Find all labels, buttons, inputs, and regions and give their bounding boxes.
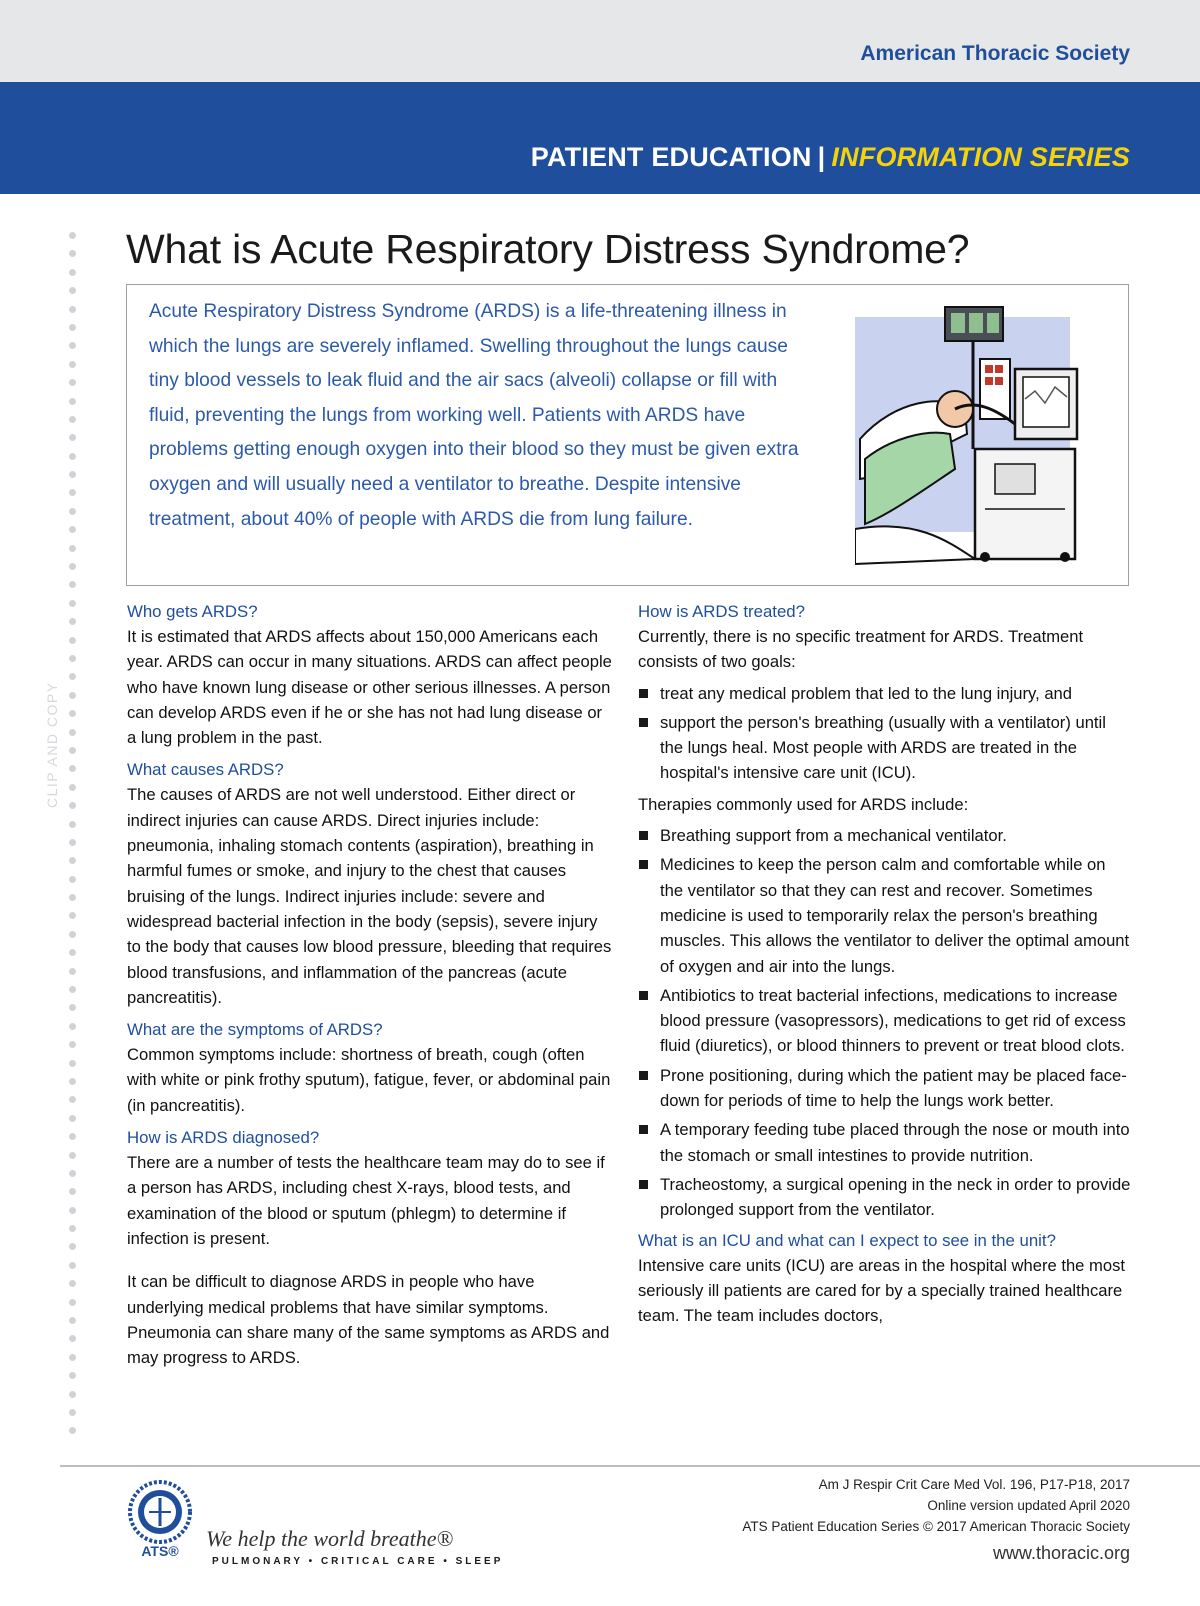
heading-treated: How is ARDS treated? <box>638 602 805 621</box>
right-column <box>638 600 1132 1328</box>
clip-dot <box>69 1335 76 1342</box>
clip-dot <box>69 1078 76 1085</box>
clip-dot <box>69 1152 76 1159</box>
therapies-list <box>638 823 1132 1222</box>
intro-text: Acute Respiratory Distress Syndrome (ARDS) is a life-threatening illness in which the lungs are severely inflamed. Swelling throughout the lungs cause tiny blood vessels to leak fluid and the air sacs (alveoli) collapse or fill with fluid, preventing the lungs from working well. Patients with ARDS have problems getting enough oxygen into their blood so they must be given extra oxygen and will usually need a ventilator to breathe. Despite intensive treatment, about 40% of people with ARDS die from lung failure. <box>149 301 799 530</box>
para-icu: Intensive care units (ICU) are areas in the hospital where the most seriously ill patients are cared for by a specially trained healthcare team. The team includes doctors, <box>638 1255 1125 1326</box>
clip-dot <box>69 894 76 901</box>
clip-dot <box>69 986 76 993</box>
clip-dot <box>69 968 76 975</box>
para-diagnosed-2: It can be difficult to diagnose ARDS in people who have underlying medical problems that have similar symptoms. Pneumonia can share many of the same symptoms as ARDS and may progress to ARDS. <box>127 1272 610 1368</box>
clip-dot <box>69 1409 76 1416</box>
list-item: treat any medical problem that led to the lung injury, and <box>638 681 1132 706</box>
heading-who: Who gets ARDS? <box>127 602 258 621</box>
clip-dot <box>69 839 76 846</box>
clip-dot <box>69 1354 76 1361</box>
series-main: PATIENT EDUCATION <box>530 142 812 172</box>
clip-and-copy-label: CLIP AND COPY <box>44 681 60 808</box>
clip-dot <box>69 489 76 496</box>
clip-dot <box>69 1041 76 1048</box>
clip-dot <box>69 821 76 828</box>
footer-divider <box>60 1465 1200 1467</box>
list-item: A temporary feeding tube placed through the nose or mouth into the stomach or small intestines to provide nutrition. <box>638 1117 1132 1168</box>
heading-diagnosed: How is ARDS diagnosed? <box>127 1128 320 1148</box>
clip-dot <box>69 857 76 864</box>
clip-dot <box>69 232 76 239</box>
clip-dot <box>69 637 76 644</box>
heading-symptoms: What are the symptoms of ARDS? <box>127 1020 383 1040</box>
clip-dot <box>69 876 76 883</box>
clip-dot <box>69 1023 76 1030</box>
clip-dot <box>69 1115 76 1122</box>
clip-dot <box>69 342 76 349</box>
list-item: Prone positioning, during which the patient may be placed face-down for periods of time to help the lungs work better. <box>638 1063 1132 1114</box>
top-gray-band <box>0 0 1200 82</box>
clip-dot <box>69 379 76 386</box>
citation-updated: Online version updated April 2020 <box>927 1498 1130 1513</box>
list-item: support the person's breathing (usually with a ventilator) until the lungs heal. Most people with ARDS are treated in the hospital's intensive care unit (ICU). <box>638 710 1132 786</box>
citation-block <box>742 1474 1130 1537</box>
goals-list <box>638 681 1132 786</box>
tagline: We help the world breathe® <box>206 1526 454 1551</box>
heading-causes: What causes ARDS? <box>127 760 284 780</box>
clip-dot <box>69 581 76 588</box>
clip-dot <box>69 453 76 460</box>
clip-dot <box>69 1060 76 1067</box>
org-name: American Thoracic Society <box>860 42 1130 65</box>
subtagline: PULMONARY • CRITICAL CARE • SLEEP <box>212 1556 504 1567</box>
series-italic: INFORMATION SERIES <box>831 142 1130 172</box>
clip-dot <box>69 526 76 533</box>
series-separator: | <box>817 142 826 172</box>
icu-patient-illustration <box>855 299 1115 569</box>
website-link[interactable]: www.thoracic.org <box>992 1543 1130 1563</box>
clip-dot <box>69 673 76 680</box>
para-therapies: Therapies commonly used for ARDS include: <box>638 794 969 814</box>
clip-dot <box>69 600 76 607</box>
para-who: It is estimated that ARDS affects about 150,000 Americans each year. ARDS can occur in many situations. ARDS can affect people who have known lung disease or other serious illnesses. A person can develop ARDS even if he or she has not had lung disease or a lung problem in the past. <box>127 627 612 748</box>
clip-dot <box>69 912 76 919</box>
citation-copyright: ATS Patient Education Series © 2017 American Thoracic Society <box>742 1519 1130 1534</box>
ats-logo <box>125 1480 195 1560</box>
para-causes: The causes of ARDS are not well understood. Either direct or indirect injuries can cause ARDS. Direct injuries include: pneumonia, inhaling stomach contents (aspiration), breathing in harmful fumes or smoke, and injury to the chest that causes bruising of the lungs. Indirect injuries include: severe and widespread bacterial infection in the body (sepsis), severe injury to the body that causes low blood pressure, bleeding that requires blood transfusions, and inflammation of the pancreas (acute pancreatitis). <box>127 785 612 1007</box>
clip-dot <box>69 398 76 405</box>
clip-dot <box>69 1427 76 1434</box>
clip-dot <box>69 1096 76 1103</box>
clip-dot <box>69 931 76 938</box>
clip-dot <box>69 563 76 570</box>
clip-dot <box>69 508 76 515</box>
clip-dot <box>69 1262 76 1269</box>
clip-dot <box>69 306 76 313</box>
clip-dot <box>69 324 76 331</box>
clip-dot <box>69 361 76 368</box>
clip-dot <box>69 618 76 625</box>
clip-dot <box>69 416 76 423</box>
clip-dot <box>69 710 76 717</box>
list-item: Tracheostomy, a surgical opening in the neck in order to provide prolonged support from the ventilator. <box>638 1172 1132 1223</box>
clip-dot <box>69 949 76 956</box>
series-title <box>531 142 1130 173</box>
clip-dot <box>69 287 76 294</box>
clip-dot <box>69 545 76 552</box>
para-diagnosed-1: There are a number of tests the healthcare team may do to see if a person has ARDS, including chest X-rays, blood tests, and examination of the blood or sputum (phlegm) to determine if infection is present. <box>127 1153 605 1248</box>
clip-dot <box>69 747 76 754</box>
list-item: Medicines to keep the person calm and comfortable while on the ventilator so that they can rest and recover. Sometimes medicine is used to temporarily relax the person's breathing muscles. This allows the ventilator to deliver the optimal amount of oxygen and air into the lungs. <box>638 852 1132 978</box>
clip-dot <box>69 269 76 276</box>
clip-dot <box>69 250 76 257</box>
clip-dot <box>69 1391 76 1398</box>
page-title: What is Acute Respiratory Distress Syndrome? <box>126 226 970 272</box>
clip-dot <box>69 784 76 791</box>
clip-dot <box>69 655 76 662</box>
para-treated: Currently, there is no specific treatment for ARDS. Treatment consists of two goals: <box>638 627 1084 672</box>
clip-dot <box>69 765 76 772</box>
logo-text: ATS® <box>141 1543 179 1559</box>
clip-dot <box>69 1004 76 1011</box>
clip-dot <box>69 1280 76 1287</box>
clip-dot <box>69 1188 76 1195</box>
clip-dot <box>69 802 76 809</box>
clip-dot <box>69 1207 76 1214</box>
clip-dot <box>69 434 76 441</box>
left-column <box>127 600 613 1378</box>
list-item: Antibiotics to treat bacterial infections, medications to increase blood pressure (vasopressors), medications to get rid of excess fluid (diuretics), or blood thinners to prevent or treat blood clots. <box>638 983 1132 1059</box>
clip-dot <box>69 692 76 699</box>
heading-icu: What is an ICU and what can I expect to see in the unit? <box>638 1230 1056 1250</box>
clip-dot <box>69 1317 76 1324</box>
clip-dot <box>69 1133 76 1140</box>
clip-dotted-line <box>68 232 78 1452</box>
citation-journal: Am J Respir Crit Care Med Vol. 196, P17-P18, 2017 <box>818 1477 1130 1492</box>
clip-dot <box>69 1372 76 1379</box>
series-banner <box>0 82 1200 194</box>
clip-dot <box>69 471 76 478</box>
clip-dot <box>69 1170 76 1177</box>
list-item: Breathing support from a mechanical ventilator. <box>638 823 1132 848</box>
para-symptoms: Common symptoms include: shortness of breath, cough (often with white or pink frothy sputum), fatigue, fever, or abdominal pain (in pancreatitis). <box>127 1045 611 1115</box>
clip-dot <box>69 729 76 736</box>
clip-dot <box>69 1243 76 1250</box>
clip-dot <box>69 1225 76 1232</box>
intro-box <box>126 284 1129 586</box>
clip-dot <box>69 1299 76 1306</box>
